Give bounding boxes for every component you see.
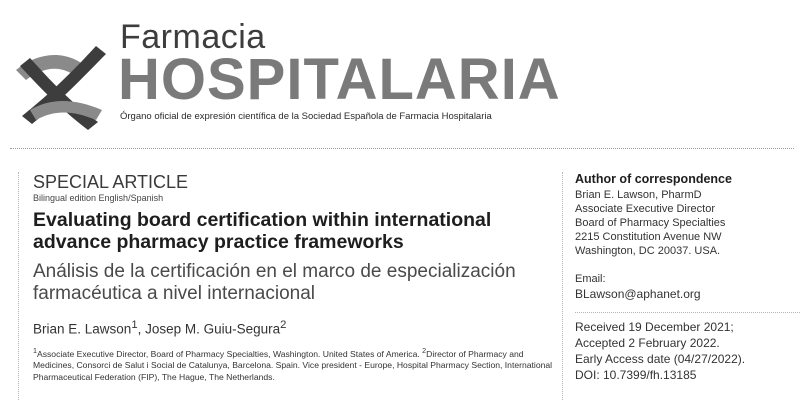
received-date: Received 19 December 2021;	[575, 320, 734, 334]
correspondence-line: Board of Pharmacy Specialties	[575, 217, 726, 229]
article-info	[18, 172, 563, 400]
author-2-sup: 2	[280, 319, 287, 331]
author-list	[33, 319, 563, 337]
header-divider	[10, 148, 794, 149]
affil-1-sup: 1	[33, 346, 37, 355]
correspondence-heading: Author of correspondence	[575, 172, 732, 186]
author-2: Josep M. Guiu-Segura	[145, 321, 281, 337]
correspondence-line: Brian E. Lawson, PharmD	[575, 189, 702, 201]
author-1: Brian E. Lawson	[33, 321, 132, 337]
correspondence-line: 2215 Constitution Avenue NW	[575, 231, 722, 243]
edition-note: Bilingual edition English/Spanish	[33, 193, 164, 203]
journal-header	[0, 0, 800, 130]
affil-2-sup: 2	[422, 346, 427, 355]
article-dates	[575, 312, 800, 383]
affil-1: Associate Executive Director, Board of Pharmacy Specialties, Washington. United States of America.	[36, 348, 423, 359]
article-title-es: Análisis de la certificación en el marco de especialización farmacéutica a nivel internacional	[33, 261, 516, 304]
journal-subtitle: Órgano oficial de expresión científica de la Sociedad Española de Farmacia Hospitalaria	[120, 111, 492, 122]
email-link[interactable]: BLawson@aphanet.org	[575, 287, 701, 301]
email-label: Email:	[575, 273, 606, 285]
author-sep: ,	[137, 321, 146, 337]
doi[interactable]: DOI: 10.7399/fh.13185	[575, 368, 697, 382]
journal-name-big: HOSPITALARIA	[118, 47, 561, 112]
affiliations	[33, 345, 563, 384]
journal-name-small: Farmacia	[120, 18, 266, 56]
early-access-date: Early Access date (04/27/2022).	[575, 352, 746, 366]
article-type: SPECIAL ARTICLE	[33, 172, 189, 192]
correspondence-line: Washington, DC 20037. USA.	[575, 245, 721, 257]
accepted-date: Accepted 2 February 2022.	[575, 336, 720, 350]
journal-logo-icon	[10, 40, 114, 132]
correspondence-panel	[562, 172, 800, 400]
article-title-en: Evaluating board certification within international advance pharmacy practice frameworks	[33, 209, 492, 253]
affil-2: Director of Pharmacy and Medicines, Consorci de Salut i Social de Catalunya, Barcelona. Spain. Vice president - Europe, Hospital Pharmacy Section, International Pharmaceutical Federation (FIP), The Hague, The Netherlands.	[33, 348, 553, 383]
author-1-sup: 1	[131, 319, 138, 331]
correspondence-line: Associate Executive Director	[575, 203, 715, 215]
